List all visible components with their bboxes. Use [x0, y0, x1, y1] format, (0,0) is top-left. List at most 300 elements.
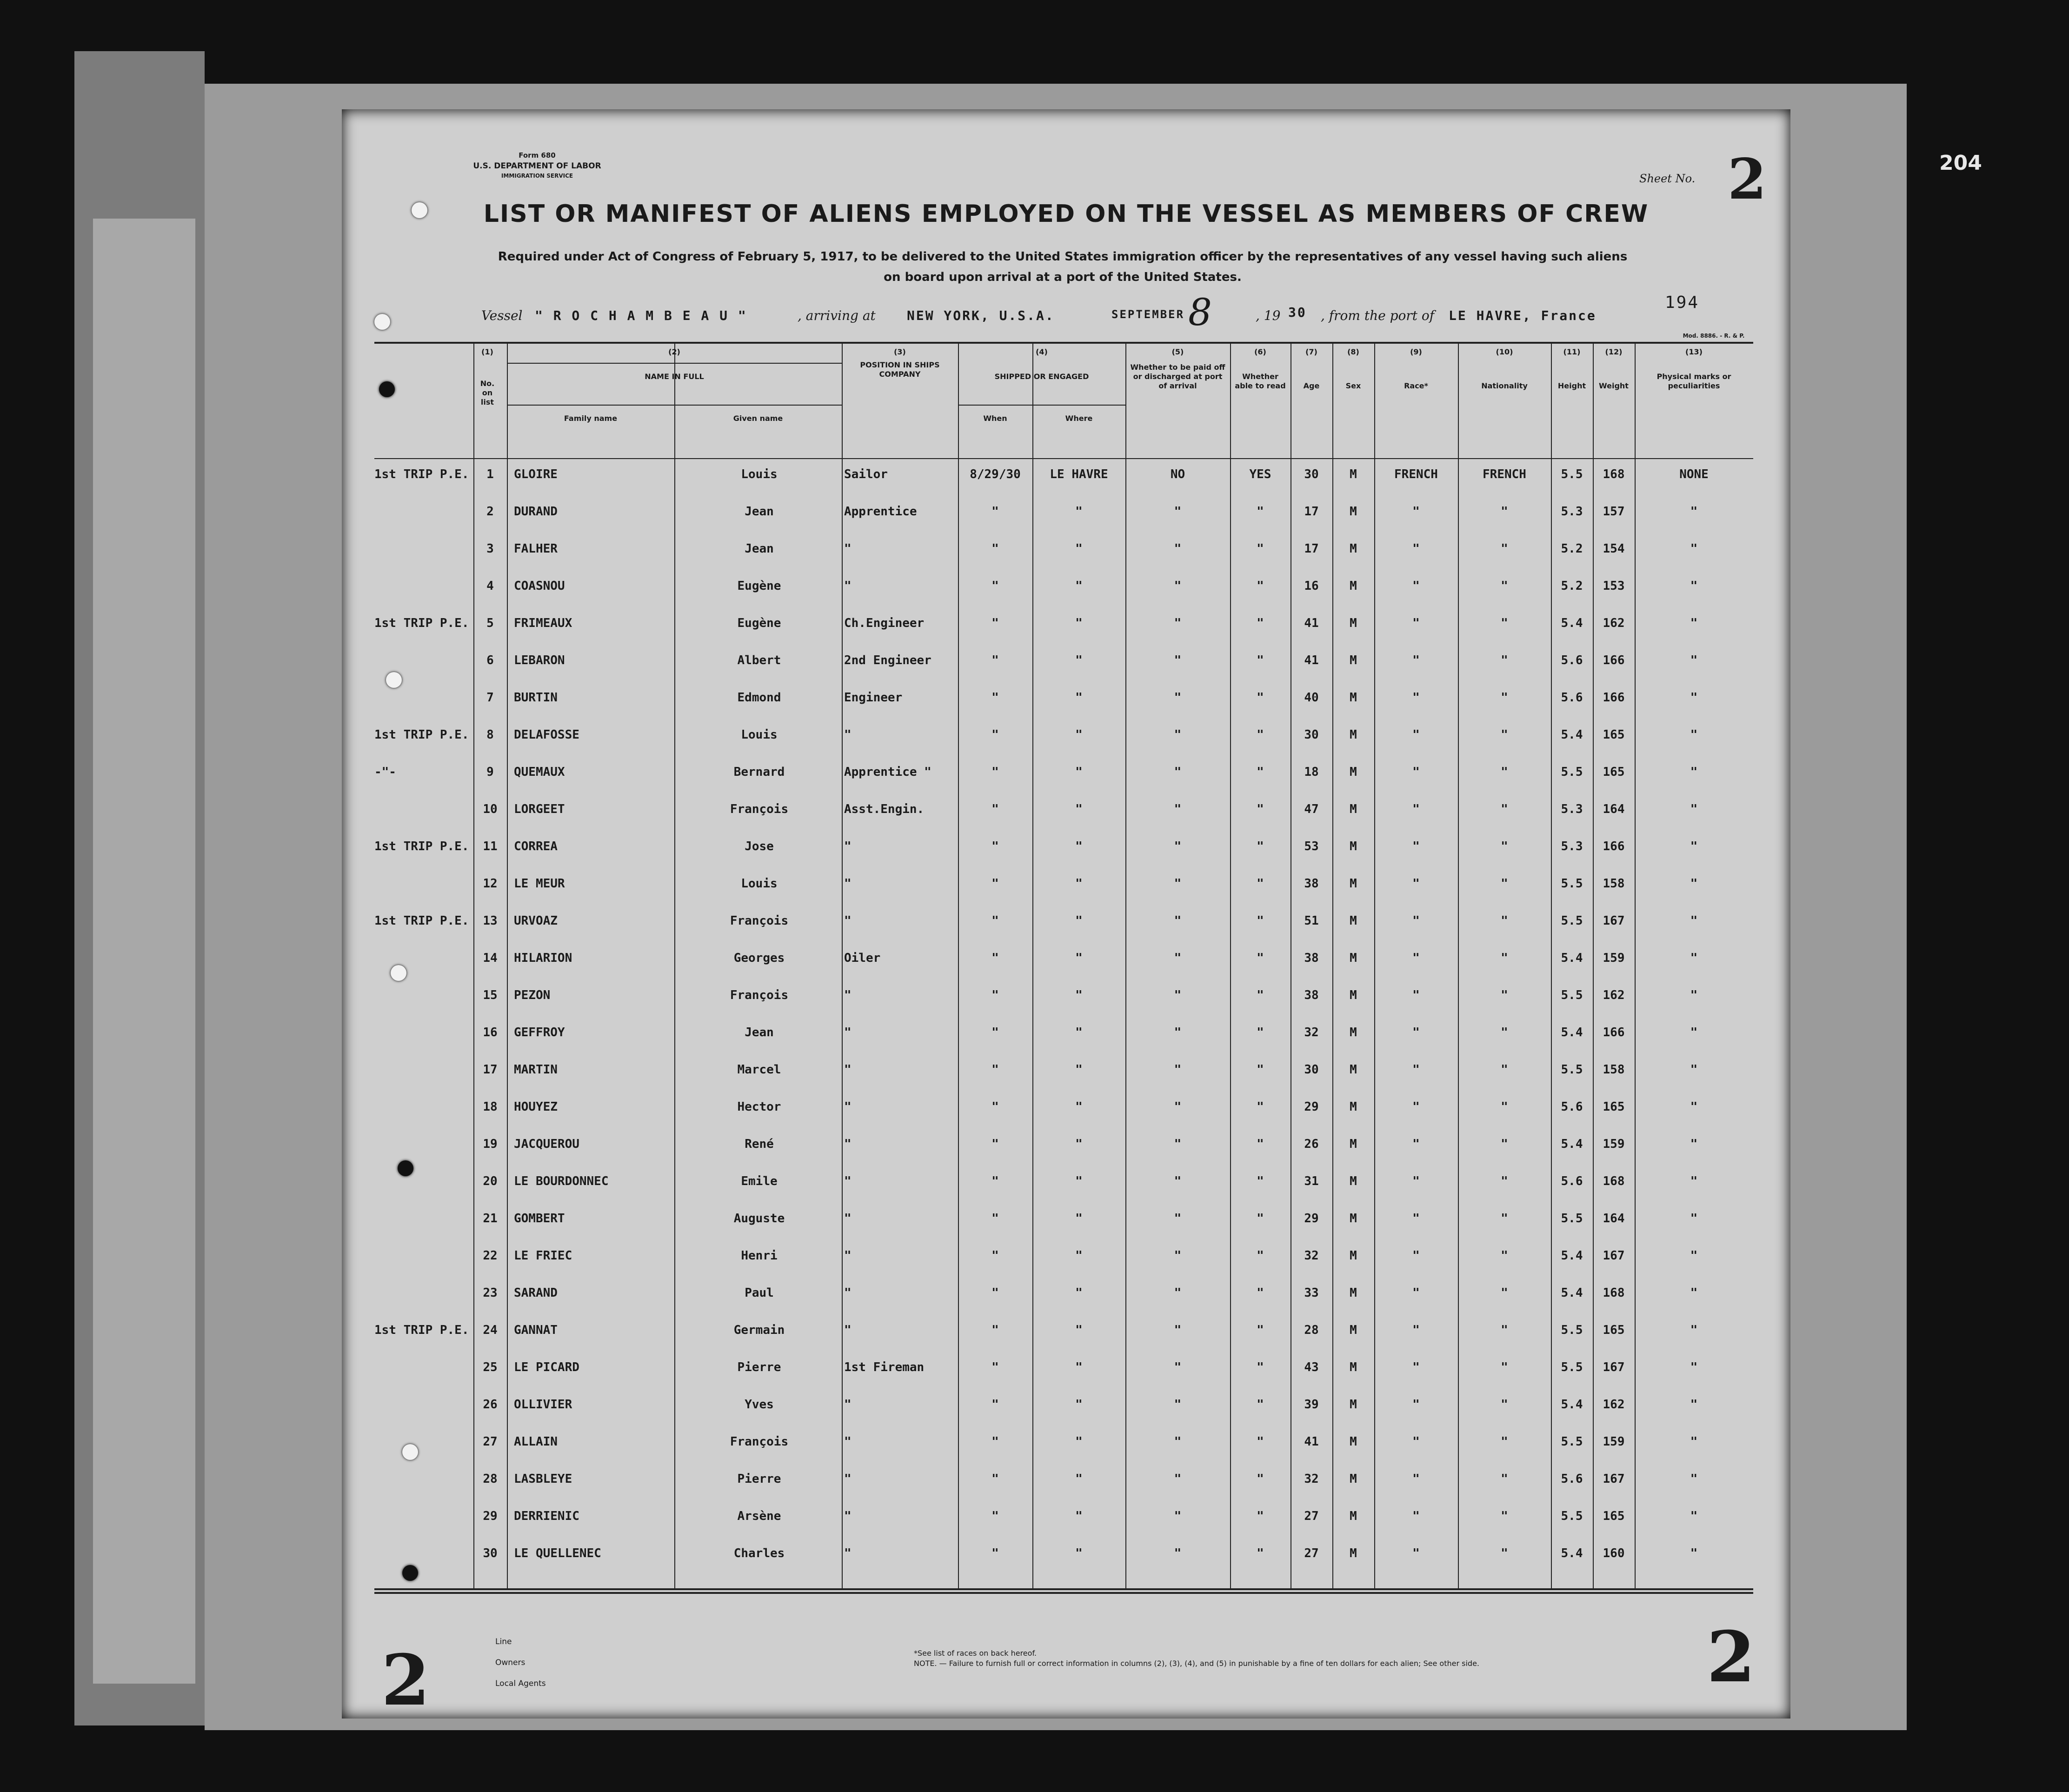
cell-where: ": [1075, 988, 1083, 1002]
cell-age: 41: [1304, 1435, 1319, 1449]
cell-sex: M: [1350, 1360, 1357, 1374]
cell-position: ": [844, 839, 852, 853]
cell-weight: 157: [1603, 505, 1625, 519]
arrival-year: 30: [1288, 305, 1307, 320]
subtitle-line-1: Required under Act of Congress of February 5, 1917, to be delivered to the United States immigration officer by the representatives of any vessel having such aliens: [498, 250, 1628, 264]
cell-sex: M: [1350, 914, 1357, 928]
year-prefix: , 19: [1256, 308, 1281, 323]
cell-race: ": [1412, 877, 1420, 891]
cell-where: ": [1075, 951, 1083, 965]
cell-position: Ch.Engineer: [844, 616, 925, 630]
cell-paid: NO: [1170, 467, 1185, 481]
cell-race: ": [1412, 951, 1420, 965]
cell-paid: ": [1174, 1360, 1182, 1374]
cell-nat: ": [1501, 1249, 1508, 1263]
crew-table: [374, 342, 1753, 1667]
table-row: [374, 579, 1753, 616]
cell-age: 32: [1304, 1026, 1319, 1039]
cell-note: -"-: [374, 765, 396, 779]
cell-where: ": [1075, 765, 1083, 779]
cell-nat: ": [1501, 1472, 1508, 1486]
cell-paid: ": [1174, 728, 1182, 742]
cell-position: ": [844, 1174, 852, 1188]
cell-weight: 167: [1603, 914, 1625, 928]
cell-age: 17: [1304, 542, 1319, 556]
cell-read: ": [1257, 1323, 1264, 1337]
cell-when: ": [991, 914, 999, 928]
cell-when: ": [991, 1360, 999, 1374]
cell-sex: M: [1350, 877, 1357, 891]
cell-marks: ": [1690, 877, 1698, 891]
col-family-name: Family name: [564, 414, 618, 423]
col-nationality: Nationality: [1481, 381, 1528, 390]
cell-marks: ": [1690, 1472, 1698, 1486]
cell-age: 38: [1304, 988, 1319, 1002]
cell-where: ": [1075, 1212, 1083, 1226]
table-row: [374, 1509, 1753, 1546]
cell-given: Louis: [741, 728, 778, 742]
col-where: Where: [1065, 414, 1093, 423]
cell-when: ": [991, 1174, 999, 1188]
cell-where: ": [1075, 1546, 1083, 1560]
cell-read: ": [1257, 988, 1264, 1002]
cell-read: ": [1257, 1212, 1264, 1226]
cell-sex: M: [1350, 691, 1357, 705]
cell-weight: 168: [1603, 1174, 1625, 1188]
cell-weight: 167: [1603, 1472, 1625, 1486]
cell-when: ": [991, 505, 999, 519]
cell-nat: ": [1501, 1323, 1508, 1337]
cell-age: 30: [1304, 728, 1319, 742]
cell-nat: ": [1501, 877, 1508, 891]
cell-height: 5.5: [1561, 467, 1583, 481]
department: U.S. DEPARTMENT OF LABOR: [473, 161, 601, 171]
cell-height: 5.5: [1561, 1435, 1583, 1449]
cell-family: LE FRIEC: [514, 1249, 572, 1263]
table-row: [374, 1100, 1753, 1137]
row-rule: [374, 1592, 1753, 1594]
table-row: [374, 877, 1753, 914]
cell-no: 19: [483, 1137, 498, 1151]
cell-family: LE BOURDONNEC: [514, 1174, 609, 1188]
cell-marks: ": [1690, 1100, 1698, 1114]
cell-position: ": [844, 1063, 852, 1077]
cell-read: ": [1257, 914, 1264, 928]
cell-marks: ": [1690, 1323, 1698, 1337]
cell-when: ": [991, 1286, 999, 1300]
cell-family: HILARION: [514, 951, 572, 965]
cell-weight: 167: [1603, 1249, 1625, 1263]
cell-weight: 165: [1603, 1323, 1625, 1337]
cell-marks: ": [1690, 542, 1698, 556]
cell-given: Hector: [737, 1100, 781, 1114]
cell-nat: ": [1501, 1063, 1508, 1077]
cell-race: ": [1412, 1212, 1420, 1226]
cell-given: Yves: [745, 1398, 774, 1412]
cell-sex: M: [1350, 1174, 1357, 1188]
cell-sex: M: [1350, 1249, 1357, 1263]
punch-hole: [374, 314, 390, 330]
cell-read: ": [1257, 579, 1264, 593]
cell-note: 1st TRIP P.E.: [374, 914, 469, 928]
cell-paid: ": [1174, 988, 1182, 1002]
cell-no: 5: [486, 616, 494, 630]
cell-nat: ": [1501, 1360, 1508, 1374]
header-rule: [507, 405, 842, 406]
cell-given: Marcel: [737, 1063, 781, 1077]
cell-weight: 153: [1603, 579, 1625, 593]
page-title: LIST OR MANIFEST OF ALIENS EMPLOYED ON THE VESSEL AS MEMBERS OF CREW: [483, 200, 1649, 228]
cell-where: ": [1075, 1323, 1083, 1337]
cell-read: ": [1257, 1472, 1264, 1486]
races-note: *See list of races on back hereof.: [914, 1649, 1037, 1658]
cell-sex: M: [1350, 1398, 1357, 1412]
cell-nat: ": [1501, 579, 1508, 593]
cell-weight: 164: [1603, 1212, 1625, 1226]
cell-position: ": [844, 1509, 852, 1523]
col-race: Race*: [1404, 381, 1428, 390]
cell-race: ": [1412, 653, 1420, 667]
from-port: LE HAVRE, France: [1449, 308, 1597, 323]
cell-age: 47: [1304, 802, 1319, 816]
cell-no: 20: [483, 1174, 498, 1188]
cell-age: 39: [1304, 1398, 1319, 1412]
cell-no: 27: [483, 1435, 498, 1449]
cell-weight: 162: [1603, 1398, 1625, 1412]
arriving-label: , arriving at: [798, 308, 876, 323]
table-row: [374, 1137, 1753, 1174]
cell-height: 5.6: [1561, 691, 1583, 705]
cell-sex: M: [1350, 1472, 1357, 1486]
cell-no: 17: [483, 1063, 498, 1077]
cell-read: ": [1257, 1435, 1264, 1449]
footer-sheet-number-left: 2: [381, 1639, 430, 1721]
cell-nat: ": [1501, 505, 1508, 519]
cell-nat: ": [1501, 802, 1508, 816]
cell-given: Jean: [745, 542, 774, 556]
cell-sex: M: [1350, 728, 1357, 742]
cell-given: Albert: [737, 653, 781, 667]
cell-position: 2nd Engineer: [844, 653, 931, 667]
cell-age: 43: [1304, 1360, 1319, 1374]
cell-paid: ": [1174, 839, 1182, 853]
cell-given: Pierre: [737, 1360, 781, 1374]
cell-where: ": [1075, 1398, 1083, 1412]
table-row: [374, 1360, 1753, 1398]
cell-when: ": [991, 988, 999, 1002]
cell-race: ": [1412, 579, 1420, 593]
col-9-num: (9): [1410, 347, 1422, 356]
cell-read: ": [1257, 1249, 1264, 1263]
table-row: [374, 653, 1753, 691]
cell-where: ": [1075, 1249, 1083, 1263]
col-given-name: Given name: [733, 414, 783, 423]
cell-sex: M: [1350, 505, 1357, 519]
cell-no: 4: [486, 579, 494, 593]
reference-number: 194: [1665, 293, 1700, 312]
cell-nat: ": [1501, 1100, 1508, 1114]
cell-no: 18: [483, 1100, 498, 1114]
cell-height: 5.5: [1561, 1323, 1583, 1337]
col-weight: Weight: [1599, 381, 1629, 390]
cell-marks: ": [1690, 802, 1698, 816]
cell-where: ": [1075, 1026, 1083, 1039]
cell-paid: ": [1174, 579, 1182, 593]
cell-given: Georges: [733, 951, 785, 965]
cell-family: URVOAZ: [514, 914, 558, 928]
cell-race: ": [1412, 1435, 1420, 1449]
cell-no: 12: [483, 877, 498, 891]
cell-race: ": [1412, 505, 1420, 519]
cell-given: François: [730, 988, 789, 1002]
cell-read: ": [1257, 653, 1264, 667]
service: IMMIGRATION SERVICE: [501, 173, 573, 179]
cell-sex: M: [1350, 616, 1357, 630]
cell-where: ": [1075, 1137, 1083, 1151]
col-5-num: (5): [1171, 347, 1184, 356]
cell-given: Louis: [741, 877, 778, 891]
cell-age: 32: [1304, 1472, 1319, 1486]
row-rule: [374, 458, 1753, 459]
cell-marks: ": [1690, 1360, 1698, 1374]
cell-no: 3: [486, 542, 494, 556]
cell-paid: ": [1174, 1137, 1182, 1151]
cell-where: ": [1075, 728, 1083, 742]
cell-family: BURTIN: [514, 691, 558, 705]
cell-weight: 168: [1603, 1286, 1625, 1300]
cell-race: ": [1412, 542, 1420, 556]
col-name-in-full: NAME IN FULL: [645, 372, 704, 381]
cell-marks: ": [1690, 1435, 1698, 1449]
cell-position: ": [844, 1472, 852, 1486]
cell-weight: 162: [1603, 988, 1625, 1002]
cell-paid: ": [1174, 1286, 1182, 1300]
cell-position: 1st Fireman: [844, 1360, 925, 1374]
cell-when: ": [991, 877, 999, 891]
cell-marks: ": [1690, 1212, 1698, 1226]
cell-marks: ": [1690, 1063, 1698, 1077]
cell-nat: ": [1501, 1546, 1508, 1560]
col-sex: Sex: [1345, 381, 1361, 390]
cell-position: ": [844, 728, 852, 742]
cell-no: 14: [483, 951, 498, 965]
cell-given: Henri: [741, 1249, 778, 1263]
cell-given: Pierre: [737, 1472, 781, 1486]
cell-position: ": [844, 1249, 852, 1263]
agents-label: Local Agents: [495, 1679, 546, 1688]
cell-where: ": [1075, 616, 1083, 630]
cell-where: ": [1075, 1472, 1083, 1486]
cell-position: ": [844, 1286, 852, 1300]
cell-nat: ": [1501, 1509, 1508, 1523]
col-6-num: (6): [1254, 347, 1266, 356]
row-rule: [374, 342, 1753, 344]
cell-nat: ": [1501, 1398, 1508, 1412]
cell-race: ": [1412, 1174, 1420, 1188]
cell-family: GOMBERT: [514, 1212, 565, 1226]
cell-when: ": [991, 653, 999, 667]
cell-height: 5.5: [1561, 988, 1583, 1002]
cell-nat: ": [1501, 1212, 1508, 1226]
table-row: [374, 1026, 1753, 1063]
cell-height: 5.3: [1561, 802, 1583, 816]
cell-height: 5.6: [1561, 1472, 1583, 1486]
col-7-num: (7): [1305, 347, 1317, 356]
cell-height: 5.2: [1561, 542, 1583, 556]
cell-when: ": [991, 542, 999, 556]
cell-family: ALLAIN: [514, 1435, 558, 1449]
cell-no: 26: [483, 1398, 498, 1412]
cell-height: 5.6: [1561, 1174, 1583, 1188]
cell-given: François: [730, 914, 789, 928]
cell-marks: ": [1690, 505, 1698, 519]
cell-height: 5.4: [1561, 951, 1583, 965]
cell-read: ": [1257, 1286, 1264, 1300]
cell-race: ": [1412, 1137, 1420, 1151]
cell-no: 16: [483, 1026, 498, 1039]
cell-marks: ": [1690, 1509, 1698, 1523]
cell-race: ": [1412, 988, 1420, 1002]
cell-given: Edmond: [737, 691, 781, 705]
cell-when: ": [991, 728, 999, 742]
cell-read: ": [1257, 802, 1264, 816]
table-row: [374, 728, 1753, 765]
col-age: Age: [1303, 381, 1320, 390]
cell-race: ": [1412, 1546, 1420, 1560]
cell-position: ": [844, 542, 852, 556]
cell-height: 5.3: [1561, 505, 1583, 519]
cell-weight: 166: [1603, 653, 1625, 667]
cell-read: ": [1257, 765, 1264, 779]
cell-no: 24: [483, 1323, 498, 1337]
cell-marks: ": [1690, 765, 1698, 779]
cell-read: ": [1257, 1398, 1264, 1412]
arrival-month: SEPTEMBER: [1111, 308, 1185, 321]
cell-family: OLLIVIER: [514, 1398, 572, 1412]
cell-nat: ": [1501, 988, 1508, 1002]
cell-when: ": [991, 1100, 999, 1114]
underlying-sheet-left: [93, 219, 195, 1684]
col-when: When: [983, 414, 1007, 423]
cell-family: LORGEET: [514, 802, 565, 816]
cell-when: ": [991, 1249, 999, 1263]
from-port-label: , from the port of: [1321, 308, 1435, 323]
cell-when: 8/29/30: [970, 467, 1021, 481]
cell-read: ": [1257, 1509, 1264, 1523]
cell-race: ": [1412, 1100, 1420, 1114]
cell-nat: ": [1501, 1174, 1508, 1188]
table-row: [374, 1472, 1753, 1509]
cell-read: ": [1257, 728, 1264, 742]
cell-note: 1st TRIP P.E.: [374, 467, 469, 481]
cell-sex: M: [1350, 1509, 1357, 1523]
cell-marks: ": [1690, 988, 1698, 1002]
cell-given: Jose: [745, 839, 774, 853]
cell-position: Engineer: [844, 691, 903, 705]
cell-position: ": [844, 988, 852, 1002]
table-row: [374, 542, 1753, 579]
cell-family: DELAFOSSE: [514, 728, 579, 742]
cell-paid: ": [1174, 1026, 1182, 1039]
cell-read: ": [1257, 1546, 1264, 1560]
cell-read: ": [1257, 616, 1264, 630]
cell-given: Charles: [733, 1546, 785, 1560]
cell-read: ": [1257, 542, 1264, 556]
cell-marks: ": [1690, 653, 1698, 667]
cell-height: 5.4: [1561, 616, 1583, 630]
cell-sex: M: [1350, 1026, 1357, 1039]
cell-read: ": [1257, 877, 1264, 891]
cell-weight: 166: [1603, 839, 1625, 853]
cell-family: FALHER: [514, 542, 558, 556]
cell-nat: ": [1501, 542, 1508, 556]
cell-age: 38: [1304, 877, 1319, 891]
cell-race: ": [1412, 1063, 1420, 1077]
cell-marks: ": [1690, 616, 1698, 630]
cell-paid: ": [1174, 1174, 1182, 1188]
col-4-num: (4): [1036, 347, 1048, 356]
cell-marks: ": [1690, 579, 1698, 593]
cell-where: ": [1075, 1435, 1083, 1449]
cell-no: 11: [483, 839, 498, 853]
col-height: Height: [1557, 381, 1586, 390]
cell-paid: ": [1174, 1100, 1182, 1114]
cell-where: ": [1075, 1509, 1083, 1523]
col-shipped: SHIPPED OR ENGAGED: [994, 372, 1089, 381]
cell-weight: 162: [1603, 616, 1625, 630]
cell-read: YES: [1249, 467, 1271, 481]
cell-sex: M: [1350, 653, 1357, 667]
cell-age: 53: [1304, 839, 1319, 853]
cell-no: 6: [486, 653, 494, 667]
cell-family: HOUYEZ: [514, 1100, 558, 1114]
col-marks: Physical marks or peculiarities: [1657, 372, 1731, 390]
cell-position: Apprentice: [844, 505, 917, 519]
cell-where: ": [1075, 1286, 1083, 1300]
cell-nat: ": [1501, 951, 1508, 965]
cell-family: SARAND: [514, 1286, 558, 1300]
cell-family: LE MEUR: [514, 877, 565, 891]
cell-family: PEZON: [514, 988, 551, 1002]
cell-race: ": [1412, 691, 1420, 705]
cell-nat: ": [1501, 839, 1508, 853]
sheet-number: 2: [1728, 147, 1768, 212]
cell-no: 7: [486, 691, 494, 705]
col-10-num: (10): [1496, 347, 1513, 356]
cell-where: ": [1075, 505, 1083, 519]
cell-race: ": [1412, 1286, 1420, 1300]
cell-where: ": [1075, 877, 1083, 891]
cell-read: ": [1257, 1100, 1264, 1114]
cell-paid: ": [1174, 1472, 1182, 1486]
cell-where: ": [1075, 839, 1083, 853]
col-13-num: (13): [1685, 347, 1703, 356]
table-row: [374, 691, 1753, 728]
cell-sex: M: [1350, 1286, 1357, 1300]
cell-nat: FRENCH: [1483, 467, 1526, 481]
cell-weight: 158: [1603, 1063, 1625, 1077]
cell-position: ": [844, 1323, 852, 1337]
cell-given: François: [730, 1435, 789, 1449]
cell-age: 41: [1304, 616, 1319, 630]
cell-age: 32: [1304, 1249, 1319, 1263]
table-row: [374, 802, 1753, 839]
cell-paid: ": [1174, 951, 1182, 965]
cell-where: ": [1075, 579, 1083, 593]
vessel-name: " R O C H A M B E A U ": [535, 308, 747, 323]
cell-nat: ": [1501, 914, 1508, 928]
cell-when: ": [991, 802, 999, 816]
